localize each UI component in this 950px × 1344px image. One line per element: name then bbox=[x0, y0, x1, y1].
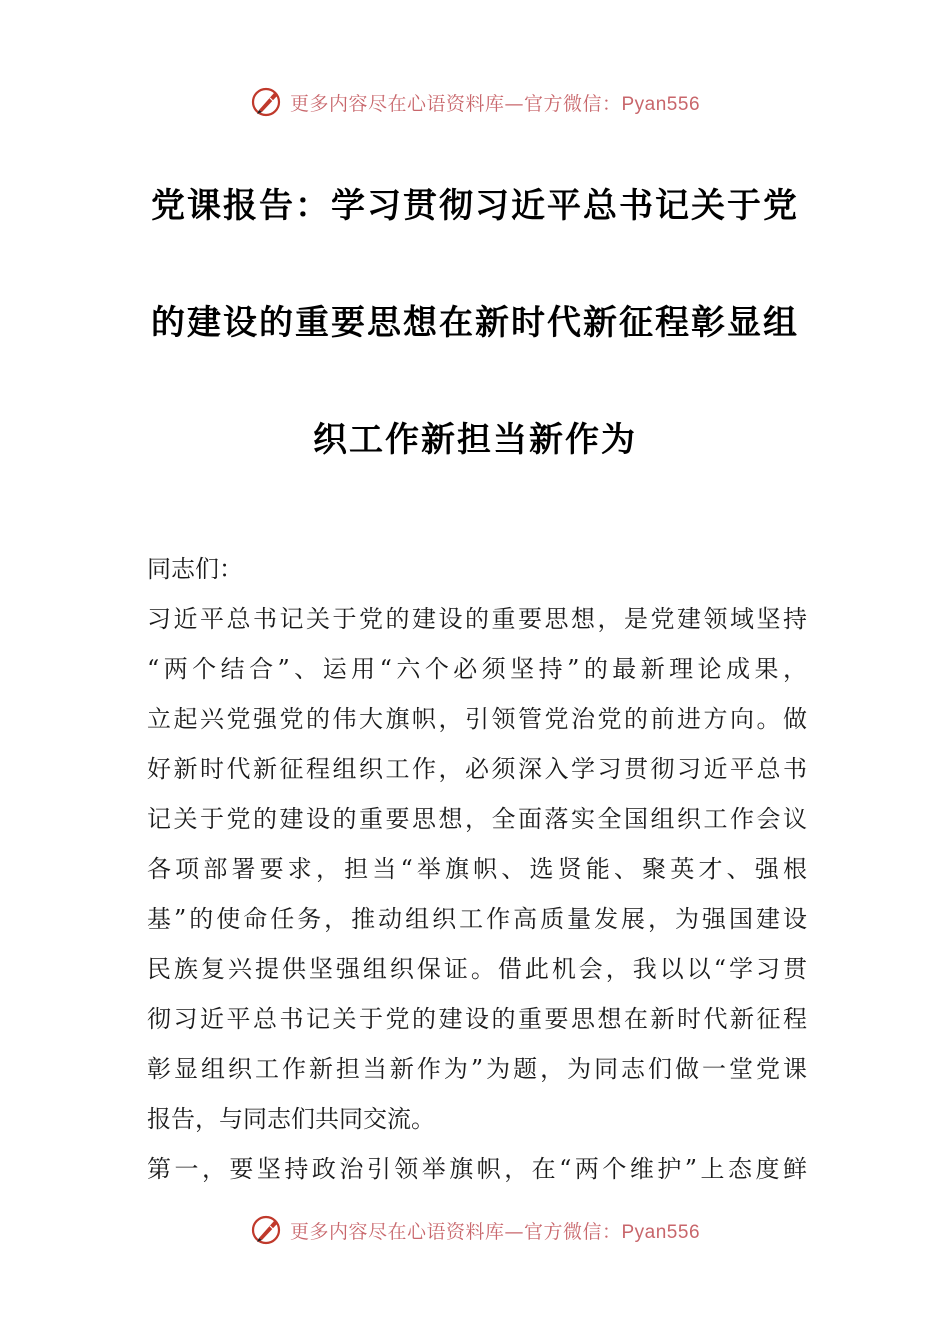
paragraph-line: 立起兴党强党的伟大旗帜，引领管党治党的前进方向。做 bbox=[147, 705, 807, 733]
paragraph-line: 各项部署要求，担当“举旗帜、选贤能、聚英才、强根 bbox=[147, 855, 807, 883]
paragraph-line: 彻习近平总书记关于党的建设的重要思想在新时代新征程 bbox=[147, 1005, 807, 1033]
watermark-header bbox=[0, 82, 950, 122]
paragraph-line: 好新时代新征程组织工作，必须深入学习贯彻习近平总书 bbox=[147, 755, 807, 783]
paragraph-line: 报告，与同志们共同交流。 bbox=[147, 1105, 435, 1133]
document-title-line-2: 的建设的重要思想在新时代新征程彰显组 bbox=[151, 303, 799, 343]
watermark-wechat-id: Pyan556 bbox=[621, 1221, 701, 1243]
watermark-text bbox=[290, 1217, 700, 1244]
document-title-line-3: 织工作新担当新作为 bbox=[313, 420, 637, 460]
paragraph-line: 彰显组织工作新担当新作为”为题，为同志们做一堂党课 bbox=[147, 1055, 807, 1083]
greeting: 同志们： bbox=[147, 555, 243, 583]
watermark-caption: 更多内容尽在心语资料库—官方微信： bbox=[289, 1220, 622, 1243]
pen-logo-icon bbox=[250, 85, 284, 119]
paragraph-line: 记关于党的建设的重要思想，全面落实全国组织工作会议 bbox=[147, 805, 807, 833]
watermark-caption: 更多内容尽在心语资料库—官方微信： bbox=[289, 92, 622, 115]
watermark-text bbox=[290, 89, 700, 116]
paragraph-line: 基”的使命任务，推动组织工作高质量发展，为强国建设 bbox=[147, 905, 807, 933]
watermark-wechat-id: Pyan556 bbox=[621, 93, 701, 115]
watermark-footer bbox=[0, 1210, 950, 1250]
paragraph-line: 第一，要坚持政治引领举旗帜，在“两个维护”上态度鲜 bbox=[147, 1155, 807, 1183]
paragraph-line: 民族复兴提供坚强组织保证。借此机会，我以以“学习贯 bbox=[147, 955, 807, 983]
document-body bbox=[147, 544, 807, 1194]
pen-logo-icon bbox=[250, 1213, 284, 1247]
paragraph-line: 习近平总书记关于党的建设的重要思想，是党建领域坚持 bbox=[147, 605, 807, 633]
document-title-line-1: 党课报告：学习贯彻习近平总书记关于党 bbox=[151, 186, 799, 226]
paragraph-line: “两个结合”、运用“六个必须坚持”的最新理论成果， bbox=[147, 655, 807, 683]
